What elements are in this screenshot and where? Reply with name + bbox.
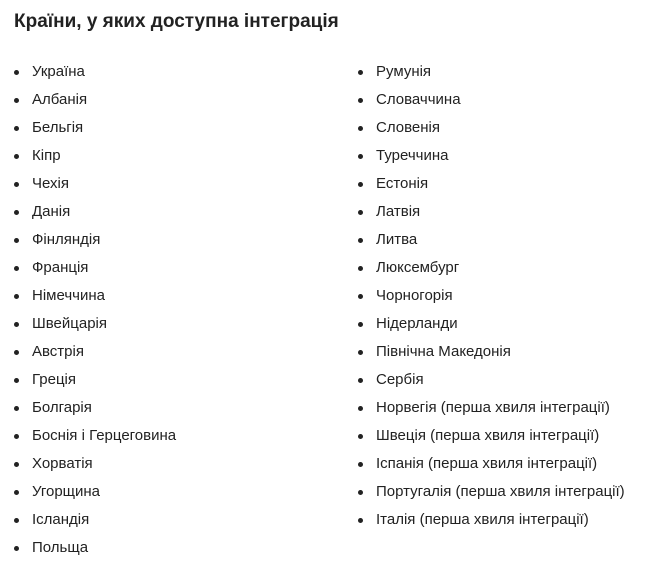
country-name: Болгарія bbox=[32, 399, 92, 416]
country-name: Данія bbox=[32, 203, 71, 220]
list-item bbox=[14, 534, 176, 562]
list-item bbox=[14, 170, 176, 198]
bullet-icon bbox=[14, 490, 19, 495]
list-item bbox=[358, 254, 625, 282]
country-name: Люксембург bbox=[376, 259, 460, 276]
bullet-icon bbox=[14, 126, 19, 131]
country-name: Північна Македонія bbox=[376, 343, 511, 360]
bullet-icon bbox=[358, 182, 363, 187]
country-name: Албанія bbox=[32, 91, 88, 108]
list-item bbox=[14, 450, 176, 478]
list-item bbox=[14, 282, 176, 310]
bullet-icon bbox=[358, 350, 363, 355]
bullet-icon bbox=[358, 70, 363, 75]
list-item bbox=[358, 450, 625, 478]
bullet-icon bbox=[14, 154, 19, 159]
list-item bbox=[14, 226, 176, 254]
bullet-icon bbox=[358, 238, 363, 243]
country-name: Україна bbox=[32, 63, 85, 80]
country-name: Бельгія bbox=[32, 119, 84, 136]
country-name: Польща bbox=[32, 539, 89, 556]
country-name: Нідерланди bbox=[376, 315, 458, 332]
list-item bbox=[14, 310, 176, 338]
bullet-icon bbox=[14, 238, 19, 243]
country-name: Чехія bbox=[32, 175, 69, 192]
bullet-icon bbox=[14, 546, 19, 551]
list-item bbox=[14, 142, 176, 170]
list-item bbox=[358, 366, 625, 394]
country-name: Литва bbox=[376, 231, 418, 248]
country-name: Угорщина bbox=[32, 483, 101, 500]
country-name: Ісландія bbox=[32, 511, 90, 528]
country-name: Франція bbox=[32, 259, 89, 276]
bullet-icon bbox=[358, 518, 363, 523]
bullet-icon bbox=[14, 210, 19, 215]
bullet-icon bbox=[14, 70, 19, 75]
list-item bbox=[358, 282, 625, 310]
list-item bbox=[358, 198, 625, 226]
bullet-icon bbox=[358, 378, 363, 383]
bullet-icon bbox=[358, 210, 363, 215]
list-item bbox=[358, 114, 625, 142]
list-item bbox=[358, 58, 625, 86]
list-item bbox=[14, 422, 176, 450]
list-item bbox=[14, 506, 176, 534]
bullet-icon bbox=[14, 266, 19, 271]
country-name: Чорногорія bbox=[376, 287, 453, 304]
list-item bbox=[358, 170, 625, 198]
list-item bbox=[14, 338, 176, 366]
bullet-icon bbox=[358, 434, 363, 439]
bullet-icon bbox=[14, 294, 19, 299]
bullet-icon bbox=[14, 182, 19, 187]
list-item bbox=[358, 422, 625, 450]
country-name: Словенія bbox=[376, 119, 440, 136]
countries-list-left bbox=[14, 58, 176, 562]
country-name: Португалія (перша хвиля інтеграції) bbox=[376, 483, 625, 500]
bullet-icon bbox=[14, 434, 19, 439]
bullet-icon bbox=[14, 98, 19, 103]
country-name: Німеччина bbox=[32, 287, 105, 304]
bullet-icon bbox=[14, 518, 19, 523]
country-name: Швейцарія bbox=[32, 315, 107, 332]
country-name: Австрія bbox=[32, 343, 84, 360]
list-item bbox=[358, 506, 625, 534]
country-name: Фінляндія bbox=[32, 231, 101, 248]
bullet-icon bbox=[14, 350, 19, 355]
list-item bbox=[14, 114, 176, 142]
bullet-icon bbox=[358, 154, 363, 159]
bullet-icon bbox=[14, 322, 19, 327]
country-name: Іспанія (перша хвиля інтеграції) bbox=[376, 455, 598, 472]
bullet-icon bbox=[14, 378, 19, 383]
country-name: Сербія bbox=[376, 371, 424, 388]
country-name: Естонія bbox=[376, 175, 429, 192]
country-name: Норвегія (перша хвиля інтеграції) bbox=[376, 399, 610, 416]
countries-list-right bbox=[358, 58, 625, 534]
country-name: Швеція (перша хвиля інтеграції) bbox=[376, 427, 600, 444]
bullet-icon bbox=[358, 294, 363, 299]
bullet-icon bbox=[358, 126, 363, 131]
list-item bbox=[358, 142, 625, 170]
bullet-icon bbox=[358, 98, 363, 103]
list-item bbox=[358, 226, 625, 254]
country-name: Італія (перша хвиля інтеграції) bbox=[376, 511, 589, 528]
bullet-icon bbox=[358, 490, 363, 495]
list-item bbox=[14, 198, 176, 226]
bullet-icon bbox=[358, 462, 363, 467]
list-item bbox=[358, 394, 625, 422]
list-item bbox=[14, 478, 176, 506]
list-item bbox=[358, 478, 625, 506]
country-name: Румунія bbox=[376, 63, 432, 80]
country-name: Хорватія bbox=[32, 455, 93, 472]
country-name: Словаччина bbox=[376, 91, 461, 108]
country-name: Греція bbox=[32, 371, 77, 388]
section-heading: Країни, у яких доступна інтеграція bbox=[14, 11, 339, 32]
country-name: Туреччина bbox=[376, 147, 449, 164]
country-name: Кіпр bbox=[32, 147, 61, 164]
list-item bbox=[358, 86, 625, 114]
country-name: Латвія bbox=[376, 203, 421, 220]
bullet-icon bbox=[14, 462, 19, 467]
bullet-icon bbox=[358, 406, 363, 411]
list-item bbox=[14, 58, 176, 86]
bullet-icon bbox=[358, 266, 363, 271]
list-item bbox=[14, 366, 176, 394]
list-item bbox=[14, 254, 176, 282]
list-item bbox=[14, 86, 176, 114]
list-item bbox=[14, 394, 176, 422]
list-item bbox=[358, 338, 625, 366]
bullet-icon bbox=[14, 406, 19, 411]
country-name: Боснія і Герцеговина bbox=[32, 427, 177, 444]
list-item bbox=[358, 310, 625, 338]
bullet-icon bbox=[358, 322, 363, 327]
